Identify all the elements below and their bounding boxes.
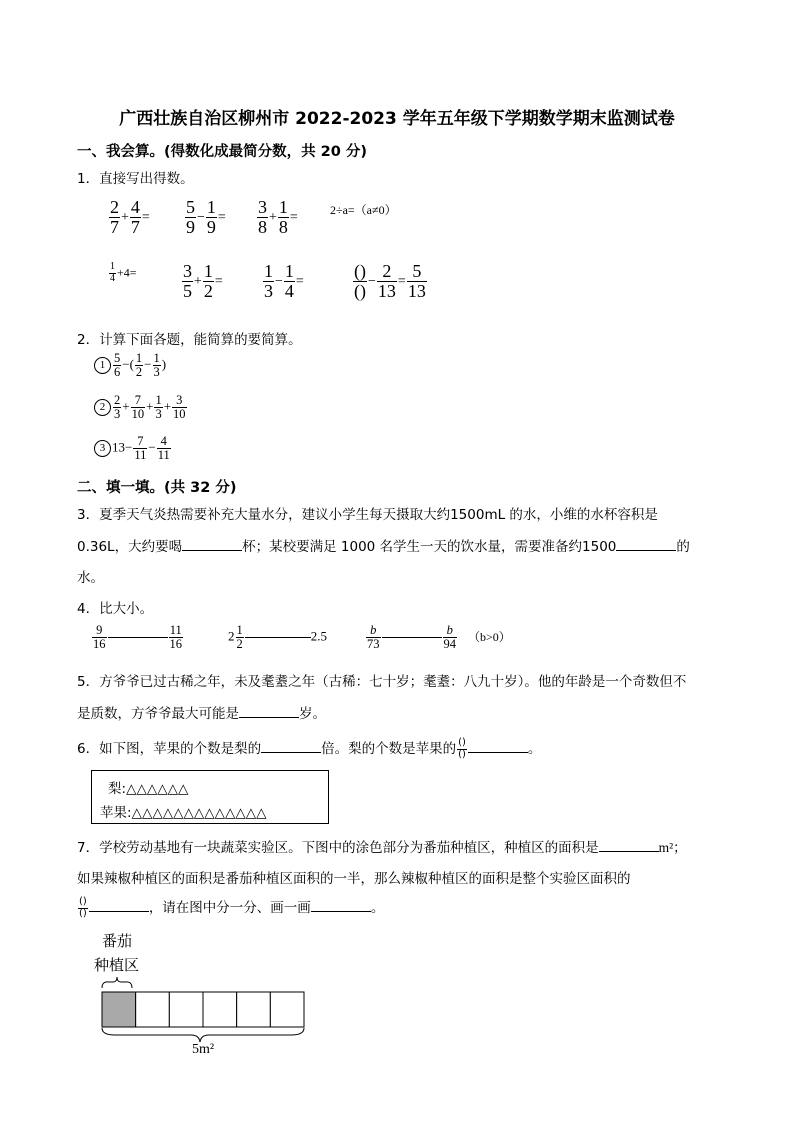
q5-line-1: 5．方爷爷已过古稀之年，未及耄耋之年（古稀：七十岁；耄耋：八九十岁）。他的年龄是一个奇数但不 <box>77 674 687 690</box>
q4-blank-3[interactable] <box>382 637 442 638</box>
plot-cell[interactable] <box>270 992 304 1027</box>
q6-blank-2[interactable] <box>468 740 528 753</box>
q3-blank-1[interactable] <box>182 538 242 551</box>
plot-cell[interactable] <box>169 992 203 1027</box>
q3-line-3: 水。 <box>77 570 104 586</box>
q4-item-1: $\frac{9}{16}$ $\frac{11}{16}$ <box>93 623 182 652</box>
q4-item-3: $\frac{b}{73}$ $\frac{b}{94}$ （b>0） <box>367 623 511 652</box>
q3-blank-2[interactable] <box>616 538 676 551</box>
q5-blank[interactable] <box>239 705 299 718</box>
shaded-cell[interactable] <box>102 992 136 1027</box>
q1-label: 1．直接写出得数。 <box>77 171 194 187</box>
q3-line-2: 0.36L，大约要喝 杯；某校要满足 1000 名学生一天的饮水量，需要准备约1500 的 <box>77 539 690 555</box>
q6-blank-1[interactable] <box>261 740 321 753</box>
q7-line-1: 7．学校劳动基地有一块蔬菜实验区。下图中的涂色部分为番茄种植区，种植区的面积是 m²； <box>77 840 687 856</box>
plot-cell[interactable] <box>237 992 271 1027</box>
q7-blank-2[interactable] <box>89 899 149 912</box>
q1-item-1: $\frac{2}{7}$ + $\frac{4}{7}$ = <box>110 197 150 237</box>
fig-total-area: 5m² <box>192 1042 215 1057</box>
q2-label: 2．计算下面各题，能简算的要简算。 <box>77 332 302 348</box>
q1-item-6: $\frac{3}{5}$ + $\frac{1}{2}$ = <box>183 261 223 301</box>
page-title: 广西壮族自治区柳州市 2022-2023 学年五年级下学期数学期末监测试卷 <box>119 109 675 129</box>
q4-label: 4．比大小。 <box>77 601 154 617</box>
section-1-heading: 一、我会算。(得数化成最简分数，共 20 分) <box>77 144 368 160</box>
q1-item-3: $\frac{3}{8}$ + $\frac{1}{8}$ = <box>258 197 298 237</box>
q1-item-8: () () − $\frac{2}{13}$ = $\frac{5}{13}$ <box>354 261 426 301</box>
q7-blank-1[interactable] <box>599 839 659 852</box>
q4-item-2: 2 $\frac{1}{2}$ 2.5 <box>228 623 327 652</box>
fig-label-line-1: 番茄 <box>102 932 133 950</box>
q5-line-2: 是质数，方爷爷最大可能是 岁。 <box>77 706 326 722</box>
q2-item-1: 1 $\frac{5}{6}$ −( $\frac{1}{2}$ − $\frac{1}{3}$ ) <box>94 352 166 379</box>
section-2-heading: 二、填一填。(共 32 分) <box>77 480 237 496</box>
fig-label-line-2: 种植区 <box>94 956 140 974</box>
apple-row: 苹果:△△△△△△△△△△△△△ <box>100 805 267 821</box>
plot-cell[interactable] <box>203 992 237 1027</box>
q1-item-2: $\frac{5}{9}$ − $\frac{1}{9}$ = <box>186 197 226 237</box>
top-brace <box>102 977 132 988</box>
q1-item-5: $\frac{1}{4}$ +4= <box>110 261 137 284</box>
q7-line-3: () () ，请在图中分一分、画一画 。 <box>79 896 385 919</box>
plot-cell[interactable] <box>136 992 170 1027</box>
q7-line-2: 如果辣椒种植区的面积是番茄种植区面积的一半，那么辣椒种植区的面积是整个实验区面积的 <box>77 871 631 887</box>
bottom-brace <box>102 1028 304 1042</box>
q6-figure-box <box>91 770 329 824</box>
q7-blank-3[interactable] <box>311 899 371 912</box>
q6-line: 6．如下图，苹果的个数是梨的 倍。梨的个数是苹果的 () () 。 <box>77 737 542 760</box>
pear-row: 梨:△△△△△△ <box>108 781 189 797</box>
q1-item-4: 2÷a=（a≠0） <box>330 203 397 217</box>
q4-blank-1[interactable] <box>108 637 168 638</box>
q2-item-3: 3 13− $\frac{7}{11}$ − $\frac{4}{11}$ <box>94 435 172 462</box>
q3-line-1: 3．夏季天气炎热需要补充大量水分，建议小学生每天摄取大约1500mL 的水，小维的水杯容积是 <box>77 507 658 523</box>
q1-item-7: $\frac{1}{3}$ − $\frac{1}{4}$ = <box>264 261 304 301</box>
q4-blank-2[interactable] <box>245 637 311 638</box>
plot-cells[interactable] <box>102 992 304 1027</box>
q2-item-2: 2 $\frac{2}{3}$ + $\frac{7}{10}$ + $\frac{1}{3}$ + $\frac{3}{10}$ <box>94 394 188 421</box>
